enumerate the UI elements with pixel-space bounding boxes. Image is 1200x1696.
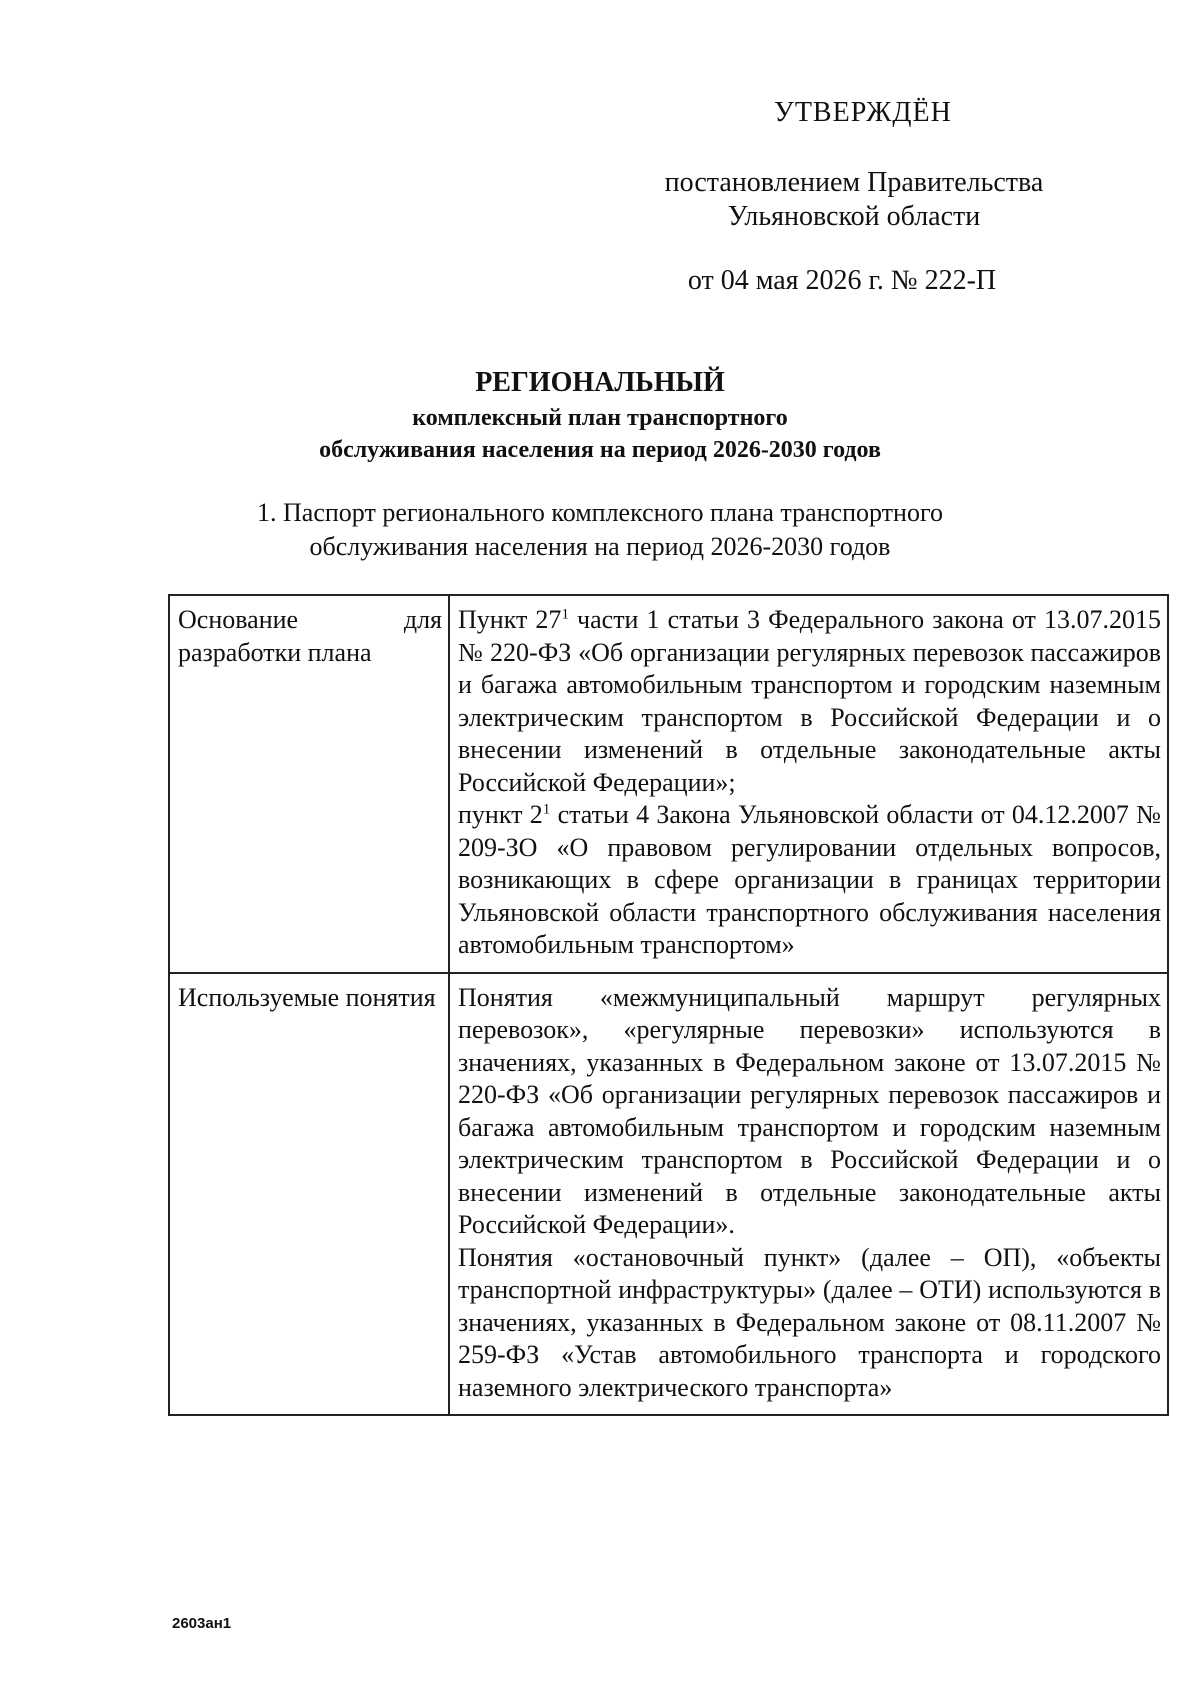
value-paragraph: [458, 604, 1161, 799]
row-key: Основание для разработки плана: [169, 595, 449, 973]
table-row: [169, 973, 1168, 1416]
approval-word: УТВЕРЖДЁН: [774, 97, 952, 128]
para-text: статьи 4 Закона Ульяновской области от 04.12.2007 № 209-ЗО «О правовом регулировании отдельных вопросов, возникающих в сфере организации в границах территории Ульяновской области транспортного обслуживания населения автомобильным транспортом»: [458, 800, 1161, 959]
table-row: [169, 595, 1168, 973]
title-line3: обслуживания населения на период 2026-2030 годов: [319, 437, 881, 463]
superscript: 1: [561, 606, 569, 623]
para-text: части 1 статьи 3 Федерального закона от 13.07.2015 № 220-ФЗ «Об организации регулярных перевозок пассажиров и багажа автомобильным транспортом и городским наземным электрическим транспортом в Российской Федерации и о внесении изменений в отдельные законодательные акты Российской Федерации»;: [458, 605, 1161, 797]
value-paragraph: Понятия «межмуниципальный маршрут регулярных перевозок», «регулярные перевозки» используются в значениях, указанных в Федеральном законе от 13.07.2015 № 220-ФЗ «Об организации регулярных перевозок пассажиров и багажа автомобильным транспортом и городским наземным электрическим транспортом в Российской Федерации и о внесении изменений в отдельные законодательные акты Российской Федерации».: [458, 982, 1161, 1239]
passport-table: [168, 594, 1169, 1416]
title-line2: комплексный план транспортного: [412, 405, 788, 431]
value-paragraph: Понятия «остановочный пункт» (далее – ОП), «объекты транспортной инфраструктуры» (далее – ОТИ) используются в значениях, указанных в Федеральном законе от 08.11.2007 № 259-ФЗ «Устав автомобильного транспорта и городского наземного электрического транспорта»: [458, 1242, 1161, 1402]
section-heading-line2: обслуживания населения на период 2026-2030 годов: [309, 532, 891, 561]
section-heading-line1: 1. Паспорт регионального комплексного плана транспортного: [257, 498, 943, 527]
title-line1: РЕГИОНАЛЬНЫЙ: [475, 367, 725, 398]
para-text: Пункт 27: [458, 605, 562, 634]
value-paragraph: [458, 799, 1161, 962]
approval-authority-line2: Ульяновской области: [727, 201, 981, 232]
superscript: 1: [542, 801, 551, 818]
row-key: Используемые понятия: [169, 973, 449, 1416]
row-value: [449, 595, 1168, 973]
approval-date: от 04 мая 2026 г. № 222-П: [687, 265, 997, 296]
approval-authority-line1: постановлением Правительства: [664, 167, 1044, 198]
section-heading: [0, 496, 1200, 564]
document-title: [0, 364, 1200, 466]
para-text: пункт 2: [458, 800, 543, 829]
approval-authority: [654, 166, 1054, 234]
row-value: [449, 973, 1168, 1416]
document-code: 2603ан1: [172, 1615, 232, 1632]
